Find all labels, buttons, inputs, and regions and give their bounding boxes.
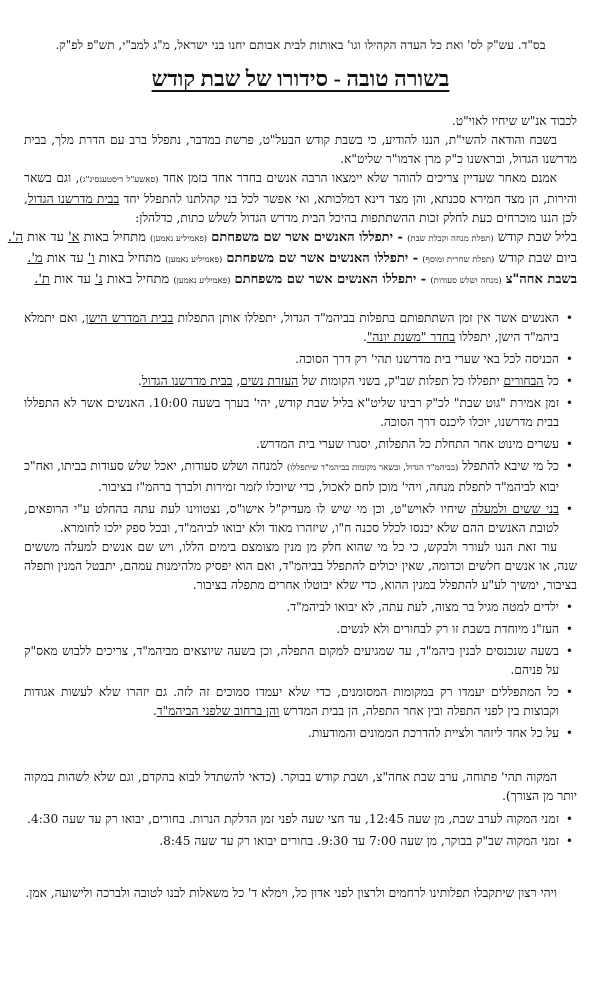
schedule-prayers: (תפלת מנחה וקבלת שבת): [407, 234, 494, 244]
schedule-from: מתחיל באות: [98, 251, 162, 266]
rule-underlined: בחדר "משנת יונה": [366, 330, 456, 344]
explanation-underlined: בבית מדרשנו הגדול: [27, 192, 120, 206]
mikvah-times-list: [24, 810, 577, 851]
rule-item: [24, 642, 559, 680]
rule-small-note: (בביהמ"ד הגדול, ובשאר מקומות בביהמ"ד שיתפללו): [286, 463, 459, 473]
rule-text: למנחה ושלש סעודות, יאכל שלש סעודות בביתו, ואח"כ יבוא לביהמ"ד לתפלת מנחה, ויהי' מוכן לחם לאכול, כדי שיוכלו לזמר זמירות ולברך ברהמ"ז בציבור.: [24, 459, 559, 494]
rule-underlined: בבית המדרש הישן: [85, 311, 174, 325]
rule-text: העז"נ מיוחדת בשבת זו רק לבחורים ולא לנשים.: [336, 622, 559, 636]
rule-item: [24, 683, 559, 721]
schedule-from: מתחיל באות: [83, 230, 146, 245]
rule-text: .: [138, 374, 142, 388]
rule-item: [24, 457, 559, 497]
rule-item: [24, 435, 559, 454]
rule-text: האנשים אשר אין זמן השתתפותם בתפלות בביהמ"ד הגדול, יתפללו אותן התפלות: [173, 311, 559, 325]
mikvah-intro: המקוה תהי' פתוחה, ערב שבת אחה"צ, ושבת קודש בבוקר. (כדאי להשתדל לבוא בהקדם, וגם שלא לשהות במקוה יותר מן הצורך).: [24, 770, 577, 803]
rule-extra-paragraph: עוד זאת הננו לעורר ולבקש, כי כל מי שהוא חלק מן מנין מצומצם בימים הללו, ויש שם אנשים למעלה מששים שנה, או אנשים חלשים וכדומה, שאין יכולים להתפלל בביהמ"ד, ואם הוא יפסיק מלהימנות עמהם, יתבטל המנין ותפלה בציבור, ימשיך לע"ע להתפלל במנין ההוא, כדי שלא יבוטלו אחרים מתפלה בציבור.: [24, 540, 577, 592]
explanation-small-note: (סאשע"ל דיסטענסינ"ג): [79, 175, 159, 185]
schedule-who: - יתפללו האנשים אשר שם משפחתם: [234, 272, 427, 287]
schedule-letter-to: ה'.: [7, 230, 24, 245]
schedule-row-shabbos-afternoon: [24, 270, 577, 291]
intro-paragraph: בשבח והודאה להשי"ת, הננו להודיע, כי בשבת קודש הבעל"ט, פרשת במדבר, נתפלל ברב עם הדרת מלך, בבית מדרשנו הגדול, ובראשנו כ"ק מרן אדמו"ר שליט"א.: [24, 133, 577, 166]
schedule-when: ביום שבת קודש: [498, 251, 577, 266]
schedule-when: בליל שבת קודש: [497, 230, 577, 245]
schedule-letter-to: ת'.: [34, 272, 50, 287]
rule-text: ,: [232, 374, 241, 388]
schedule-row-friday-night: [7, 228, 577, 249]
explanation-text-1: אמנם מאחר שעדיין צריכים להוהר שלא יימצאו הרבה אנשים בחדר אחד בזמן אחד: [163, 171, 557, 185]
rule-text: כל: [543, 374, 559, 388]
rule-text: .: [362, 330, 367, 344]
explanation-text-2: , וגם בשאר והירות, הן מצד חמירא סכנתא, והן מצד דינא דמלכותא, ואי אפשר לכל בני קהלתנו להתפלל יחד: [24, 171, 577, 206]
schedule-letter-to: מ'.: [27, 251, 43, 266]
schedule-from: מתחיל באות: [106, 272, 170, 287]
schedule-letter-from: נ': [94, 272, 103, 287]
schedule-row-shabbos-day: [24, 249, 577, 270]
explanation-paragraph: [24, 169, 577, 228]
schedule-letter-from: ו': [87, 251, 95, 266]
rule-item: [24, 598, 559, 617]
schedule-who: - יתפללו האנשים אשר שם משפחתם: [211, 230, 403, 245]
prayer-schedule: [7, 228, 577, 291]
page-title: בשורה טובה - סידורו של שבת קודש: [151, 66, 450, 91]
mikvah-time-item: • זמני המקוה לערב שבת, מן שעה 12:45, עד חצי שעה לפני זמן הדלקת הנרות. בחורים, יבואו רק עד שעה 4:30.: [24, 810, 559, 829]
rule-text: יתפללו כל תפלות שב"ק, בשני הקומות של: [298, 374, 504, 388]
rule-text: שיחיו לאויש"ט, וכן מי שיש לו מעדיק"ל אישו"ס, נצטווינו לעת עתה בהחלט ע"י הרופאים, לטובת האנשים ההם שלא יכנסו לכלל סכנה ח"ו, שיזהרו מאוד ולא יבואו לביהמ"ד, ובכל ספק ילכו לחומרא.: [24, 502, 559, 535]
mikvah-section: [24, 768, 577, 851]
schedule-family-note: (פאמיליע נאמען): [173, 276, 231, 286]
schedule-letter-from: א': [68, 230, 80, 245]
rule-underlined: בני ששים ולמעלה: [471, 502, 559, 516]
rule-text: על כל אחד ליזהר ולציית להדרכת הממונים והמודעות.: [307, 726, 559, 740]
rule-item: [24, 309, 559, 347]
schedule-to: עד אות: [54, 272, 91, 287]
rule-text: הכניסה לכל באי שערי בית מדרשנו תהי' רק דרך הסוכה.: [295, 352, 559, 366]
rule-item: [24, 500, 577, 595]
rule-underlined: העזרת נשים: [240, 374, 299, 388]
rule-item: [24, 372, 559, 391]
schedule-prayers: (מנחה ושלש סעודות): [430, 276, 502, 286]
greeting: לכבוד אנ"ש שיחיו לאוי"ט.: [451, 114, 577, 128]
rule-underlined: הבחורים: [503, 374, 544, 388]
rule-item: [24, 620, 559, 639]
schedule-who: - יתפללו האנשים אשר שם משפחתם: [226, 251, 419, 266]
dedication-line: בס"ד. עש"ק לס' ואת כל העדה הקהילו וגו' באותות לבית אבותם יחנו בני ישראל, מ"ג למב"י, תש"פ לפ"ק.: [55, 38, 546, 52]
rule-text: כל מי שיבא להתפלל: [458, 459, 559, 473]
schedule-family-note: (פאמיליע נאמען): [165, 255, 223, 265]
rule-text: זמן אמירת "גוט שבת" לכ"ק רבינו שליט"א בליל שבת קודש, יהי' בערך בשעה 10:00. האנשים אשר לא התפללו בבית מדרשנו, יוכלו ליכנס דרך הסוכה.: [24, 396, 559, 429]
rule-item: [24, 350, 559, 369]
schedule-to: עד אות: [46, 251, 84, 266]
mikvah-time-item: • זמני המקוה שב"ק בבוקר, מן שעה 7:00 עד 9:30. בחורים יבואו רק עד שעה 8:45.: [24, 832, 559, 851]
rule-text: , ואם יתמלא ביהמ"ד הישן, יתפללו: [24, 311, 559, 344]
schedule-prayers: (תפלת שחרית ומוסף): [422, 255, 495, 265]
rules-list: [24, 309, 577, 743]
rule-underlined: והן ברחוב שלפני הביהמ"ד: [156, 704, 280, 718]
rule-text: כל המתפללים יעמדו רק במקומות המסומנים, כדי שלא יעמדו סמוכים זה לזה. גם יזהרו שלא לעשות אגודות וקבוצות בין לפני התפלה ובין אחר התפלה, הן בבית המדרש: [24, 685, 559, 718]
rule-underlined: בבית מדרשנו הגדול: [141, 374, 233, 388]
schedule-family-note: (פאמיליע נאמען): [150, 234, 208, 244]
schedule-when: בשבת אחה"צ: [505, 272, 577, 287]
rule-text: עשרים מינוט אחר התחלת כל התפלות, יסגרו שערי בית המדרש.: [255, 437, 559, 451]
rule-item: [24, 394, 559, 432]
rule-text: בשעה שנכנסים לבנין ביהמ"ד, עד שמגיעים למקום התפלה, וכן בשעה שיוצאים מביהמ"ד, צריכים ללבוש מאס"ק על פניהם.: [24, 644, 559, 677]
rule-text: ילדים למטה מגיל בר מצוה, לעת עתה, לא יבואו לביהמ"ד.: [286, 600, 559, 614]
schedule-to: עד אות: [27, 230, 64, 245]
rule-text: .: [152, 704, 157, 718]
explanation-text-3: , לכן הננו מוכרחים כעת לחלק זכות ההשתתפות בהיכל הבית מדרש הגדול לשלש כתות, כדלהלן:: [24, 192, 577, 225]
closing-blessing: ויהי רצון שיתקבלו תפלותינו לרחמים ולרצון לפני אדון כל, וימלא ד' כל משאלות לבנו לטובה ולברכה ולישועה, אמן.: [25, 886, 557, 900]
rule-item: [24, 724, 559, 743]
